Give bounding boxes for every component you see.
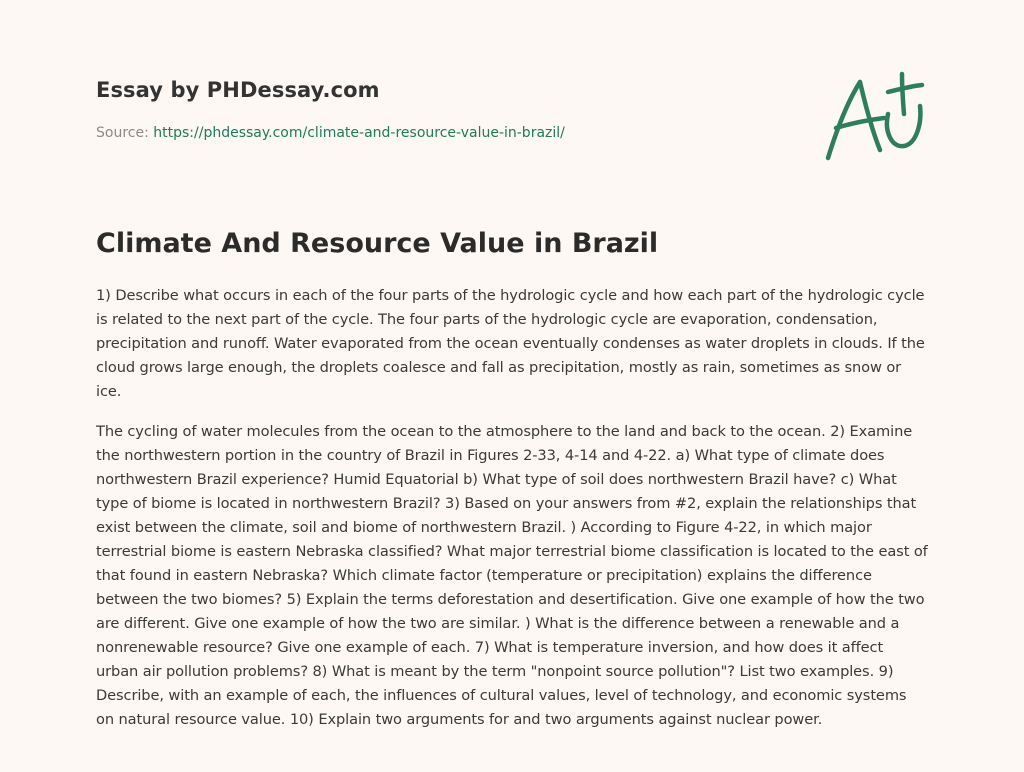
essay-body [96,284,928,748]
site-header [96,76,380,104]
essay-paragraph: 1) Describe what occurs in each of the four parts of the hydrologic cycle and how each part of the hydrologic cycle is related to the next part of the cycle. The four parts of the hydrologic cycle are evaporation, condensation, precipitation and runoff. Water evaporated from the ocean eventually condenses as water droplets in clouds. If the cloud grows large enough, the droplets coalesce and fall as precipitation, mostly as rain, sometimes as snow or ice. [96,287,925,400]
source-line [96,124,565,142]
essay-title: Climate And Resource Value in Brazil [96,228,659,259]
essay-paragraph: The cycling of water molecules from the ocean to the atmosphere to the land and back to the ocean. 2) Examine the northwestern portion in the country of Brazil in Figures 2-33, 4-14 and 4-22. a) What type of climate does northwestern Brazil experience? Humid Equatorial b) What type of soil does northwestern Brazil have? c) What type of biome is located in northwestern Brazil? 3) Based on your answers from #2, explain the relationships that exist between the climate, soil and biome of northwestern Brazil. ) According to Figure 4-22, in which major terrestrial biome is eastern Nebraska classified? What major terrestrial biome classification is located to the east of that found in eastern Nebraska? Which climate factor (temperature or precipitation) explains the difference between the two biomes? 5) Explain the terms deforestation and desertification. Give one example of how the two are different. Give one example of how the two are similar. ) What is the difference between a renewable and a nonrenewable resource? Give one example of each. 7) What is temperature inversion, and how does it affect urban air pollution problems? 8) What is meant by the term "nonpoint source pollution"? List two examples. 9) Describe, with an example of each, the influences of cultural values, level of technology, and economic systems on natural resource value. 10) Explain two arguments for and two arguments against nuclear power. [96,423,928,728]
source-label: Source: [96,125,154,141]
source-link[interactable]: https://phdessay.com/climate-and-resource-value-in-brazil/ [153,125,565,141]
site-name: Essay by PHDessay.com [96,78,380,102]
a-plus-grade-icon [822,68,930,164]
